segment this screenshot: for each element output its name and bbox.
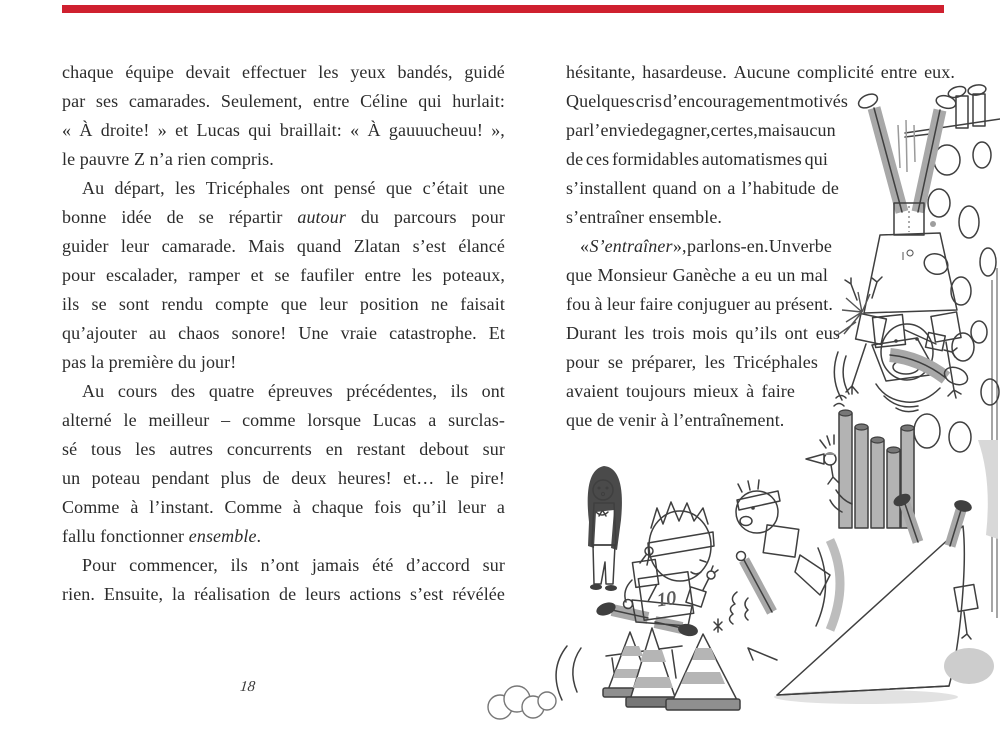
dust-cloud (488, 646, 581, 719)
text-line: s’installent quand on a l’habitude de (566, 178, 839, 198)
text-line: Au cours des quatre épreuves précédentes, ils ont (82, 381, 505, 401)
text-line: fou à leur faire conjuguer au présent. (566, 294, 833, 314)
top-accent-bar (62, 5, 944, 13)
text-line: par ses camarades. Seulement, entre Céline qui hurlait: (62, 91, 505, 111)
text-line: s’entraîner ensemble. (566, 207, 723, 227)
left-page-text (62, 58, 505, 609)
text-line: Comme à l’instant. Comme à chaque fois qu’il leur a (62, 497, 505, 517)
text-line: « S’entraîner », parlons-en. Un verbe (580, 236, 832, 256)
text-line: le pauvre Z n’a rien compris. (62, 149, 274, 169)
ramp (748, 526, 964, 704)
worried-girl (588, 466, 622, 591)
text-line: hésitante, hasardeuse. Aucune complicité entre eux. (566, 62, 955, 82)
text-line: Au départ, les Tricéphales ont pensé que c’était une (82, 178, 505, 198)
text-line: un poteau pendant plus de deux heures! et… le pire! (62, 468, 505, 488)
text-line: avaient toujours mieux à faire (566, 381, 795, 401)
kids-behind-ramp (892, 491, 994, 684)
text-line: ils se sont rendu compte que leur position ne faisait (62, 294, 505, 314)
text-line: Pour commencer, ils n’ont jamais été d’accord sur (82, 555, 505, 575)
text-line: Quelques cris d’encouragement motivés (566, 91, 848, 111)
text-line: pour se préparer, les Tricéphales (566, 352, 818, 372)
text-line: de ces formidables automatismes qui (566, 149, 828, 169)
text-line: fallu fonctionner ensemble. (62, 526, 262, 546)
text-line: sé tous les autres concurrents en restant debout sur (62, 439, 505, 459)
crashed-kid (730, 480, 841, 630)
text-line: par l’envie de gagner, certes, mais aucun (566, 120, 836, 140)
text-line: Durant les trois mois qu’ils ont eus (566, 323, 840, 343)
bib-number: 10 (655, 587, 678, 612)
page-number: 18 (239, 679, 256, 695)
text-line: qu’ajouter au chaos sonore! Une vraie catastrophe. Et (62, 323, 505, 343)
text-line: pas la première du jour! (62, 352, 237, 372)
text-line: bonne idée de se répartir autour du parcours pour (62, 207, 505, 227)
text-line: rien. Ensuite, la réalisation de leurs actions s’est révélée (62, 584, 505, 604)
text-line: chaque équipe devait effectuer les yeux bandés, guidé (62, 62, 505, 82)
text-line: guider leur camarade. Mais quand Zlatan s’est élancé (62, 236, 505, 256)
text-line: pour escalader, ramper et se faufiler entre les poteaux, (62, 265, 505, 285)
text-line: que de venir à l’entraînement. (566, 410, 785, 430)
text-line: que Monsieur Ganèche a eu un mal (566, 265, 828, 285)
traffic-cones (603, 619, 740, 710)
text-line: « À droite! » et Lucas qui braillait: « À gauuucheuu! », (62, 120, 505, 140)
illustration (475, 60, 1000, 735)
text-line: alterné le meilleur – comme lorsque Lucas a surclas- (62, 410, 505, 430)
horn-figure (806, 435, 839, 484)
